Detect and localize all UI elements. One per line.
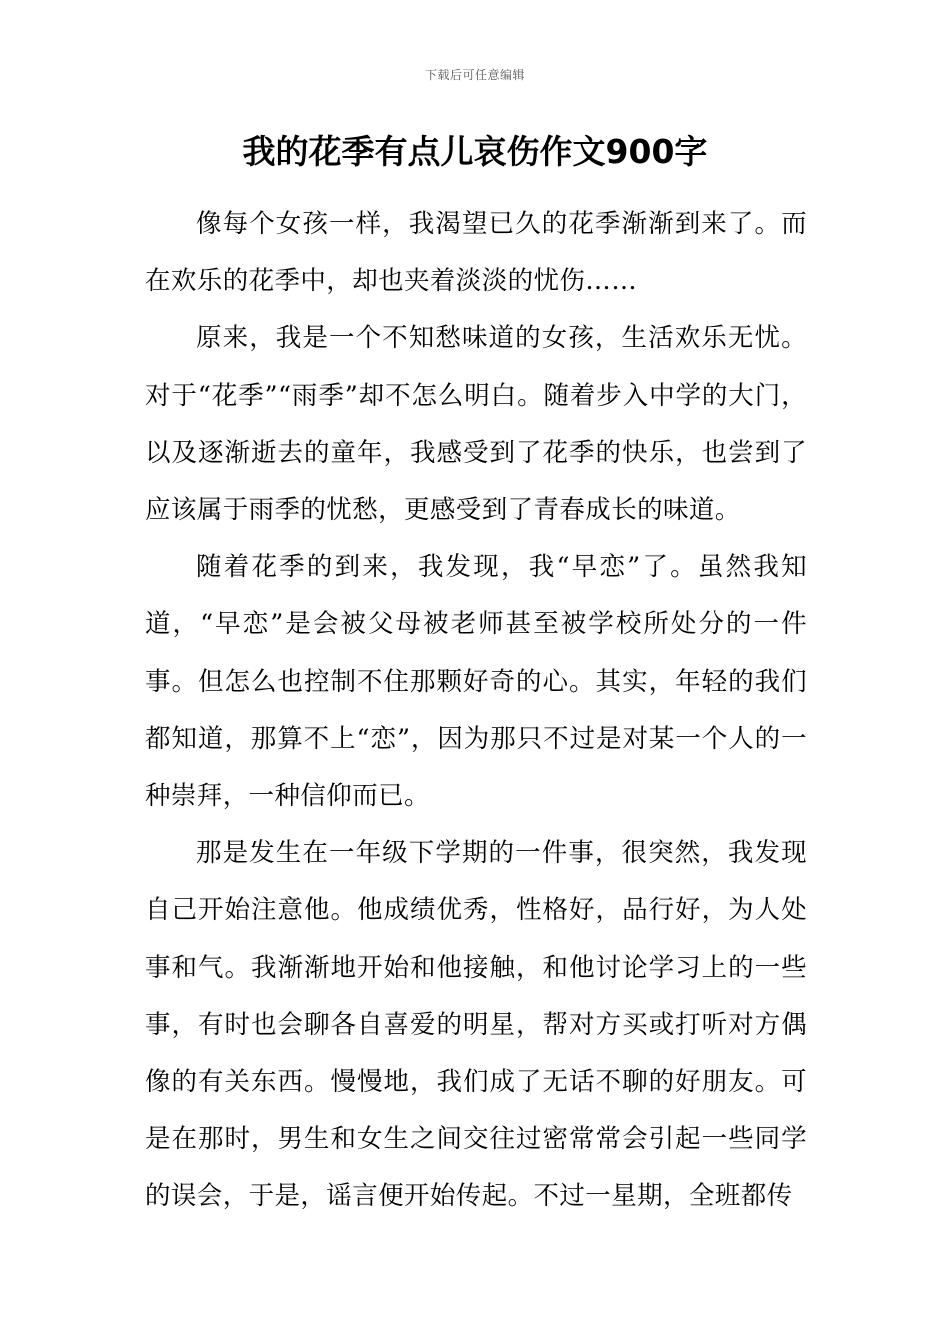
header-note: 下载后可任意编辑: [424, 68, 525, 82]
paragraph-4: 那是发生在一年级下学期的一件事，很突然，我发现自己开始注意他。他成绩优秀，性格好，品行好，为人处事和气。我渐渐地开始和他接触，和他讨论学习上的一些事，有时也会聊各自喜爱的明星，帮对方买或打听对方偶像的有关东西。慢慢地，我们成了无话不聊的好朋友。可是在那时，男生和女生之间交往过密常常会引起一些同学的误会，于是，谣言便开始传起。不过一星期，全班都传: [145, 838, 807, 1212]
paragraph-1: 像每个女孩一样，我渴望已久的花季渐渐到来了。而在欢乐的花季中，却也夹着淡淡的忧伤……: [145, 209, 807, 297]
paragraph-2: 原来，我是一个不知愁味道的女孩，生活欢乐无忧。对于“花季”“雨季”却不怎么明白。随着步入中学的大门，以及逐渐逝去的童年，我感受到了花季的快乐，也尝到了应该属于雨季的忧愁，更感受到了青春成长的味道。: [145, 323, 807, 526]
document-title: 我的花季有点儿哀伤作文900字: [242, 132, 708, 171]
document-body: [145, 196, 807, 1226]
paragraph-3: 随着花季的到来，我发现，我“早恋”了。虽然我知道，“早恋”是会被父母被老师甚至被学校所处分的一件事。但怎么也控制不住那颗好奇的心。其实，年轻的我们都知道，那算不上“恋”，因为那只不过是对某一个人的一种崇拜，一种信仰而已。: [145, 552, 807, 812]
